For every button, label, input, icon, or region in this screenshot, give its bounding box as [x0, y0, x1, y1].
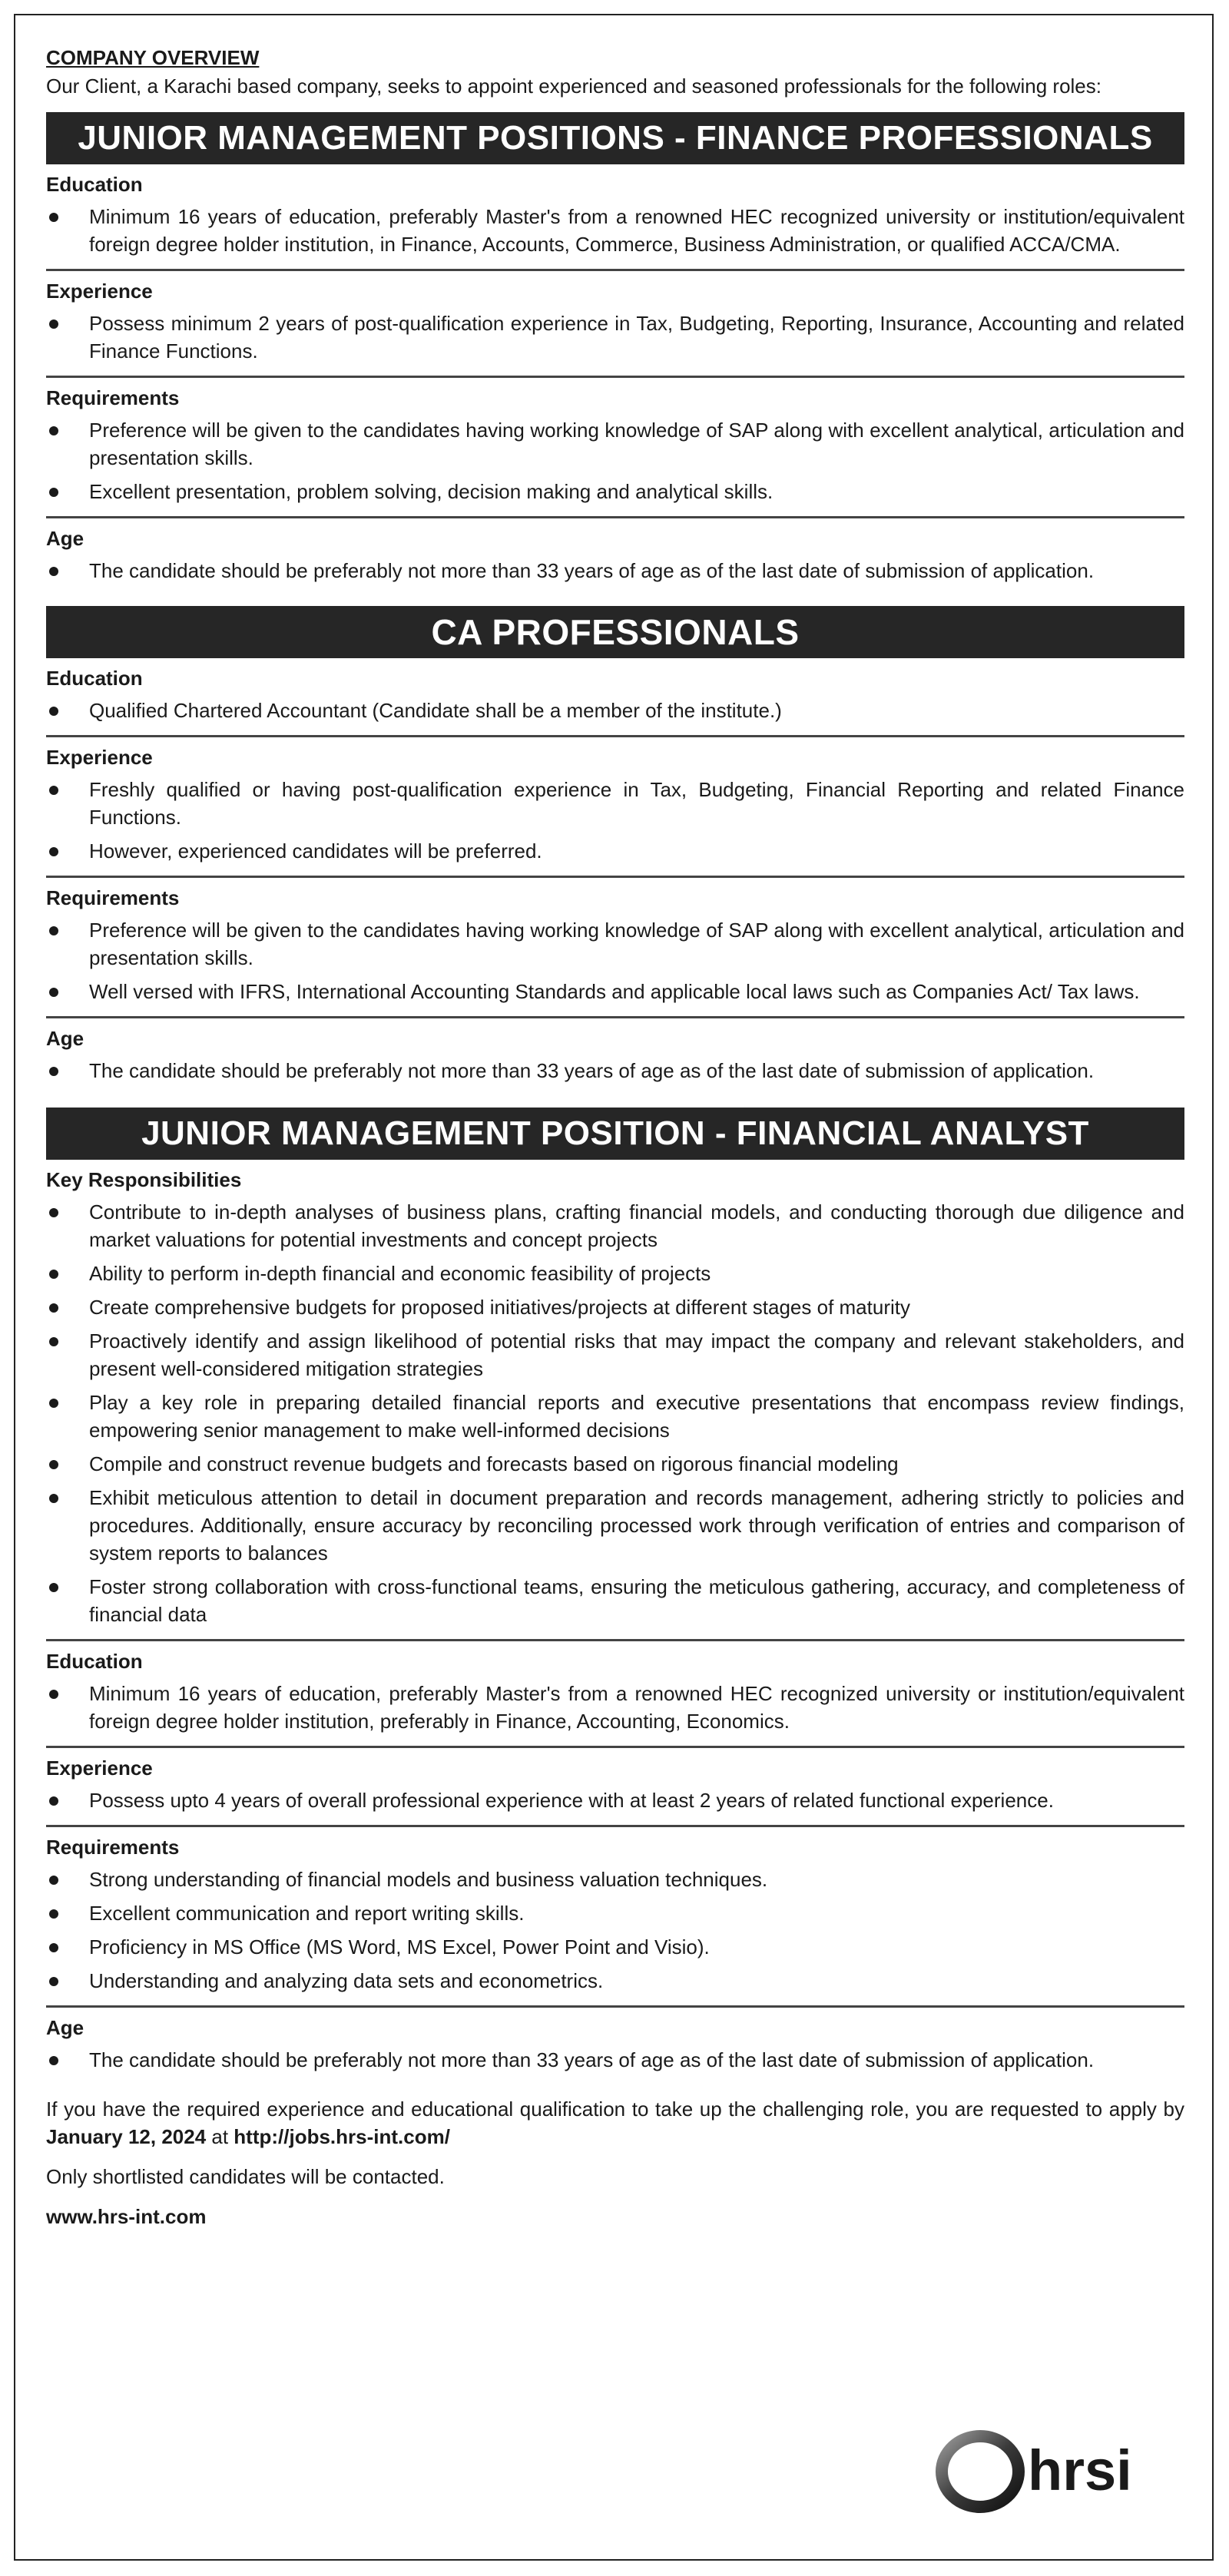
list-item-text: Foster strong collaboration with cross-functional teams, ensuring the meticulous gathering, accuracy, and completeness of financial data	[89, 1575, 1184, 1626]
bullet-icon	[49, 1460, 58, 1469]
list-item-text: Excellent communication and report writing skills.	[89, 1902, 525, 1925]
list-item	[46, 557, 1184, 584]
list-item	[46, 1484, 1184, 1567]
section-requirements	[46, 378, 1184, 518]
logo-text: hrsi	[1028, 2439, 1132, 2502]
list-item	[46, 1573, 1184, 1628]
bullet-icon	[49, 1494, 58, 1503]
section-title: Education	[46, 173, 143, 196]
list-item	[46, 416, 1184, 472]
list-item-text: Proficiency in MS Office (MS Word, MS Excel, Power Point and Visio).	[89, 1935, 710, 1958]
list-item-text: Well versed with IFRS, International Accounting Standards and applicable local laws such as Companies Act/ Tax laws.	[89, 980, 1140, 1003]
bullet-icon	[49, 213, 58, 222]
list-item	[46, 1967, 1184, 1995]
hrsi-logo	[933, 2425, 1186, 2518]
list-item	[46, 1680, 1184, 1735]
shortlist-note: Only shortlisted candidates will be contacted.	[46, 2165, 445, 2188]
bullet-icon	[49, 1208, 58, 1217]
list-item-text: Ability to perform in-depth financial and economic feasibility of projects	[89, 1262, 711, 1285]
list-item-text: Play a key role in preparing detailed financial reports and executive presentations that encompass review findings, empowering senior management to make well-informed decisions	[89, 1391, 1184, 1442]
apply-link[interactable]: http://jobs.hrs-int.com/	[234, 2125, 450, 2148]
bullet-icon	[49, 1909, 58, 1919]
list-item	[46, 203, 1184, 258]
bullet-icon	[49, 1067, 58, 1076]
list-item	[46, 1260, 1184, 1287]
bullet-icon	[49, 786, 58, 795]
list-item-text: Qualified Chartered Accountant (Candidate shall be a member of the institute.)	[89, 699, 782, 722]
bullet-list	[46, 916, 1184, 1005]
list-item-text: Contribute to in-depth analyses of business plans, crafting financial models, and conducting thorough due diligence and market valuations for potential investments and concept projects	[89, 1200, 1184, 1251]
list-item-text: Exhibit meticulous attention to detail in document preparation and records management, adhering strictly to policies and procedures. Additionally, ensure accuracy by reconciling processed work through verification of entries and comparison of system reports to balances	[89, 1486, 1184, 1564]
section-title: Education	[46, 667, 143, 690]
section-title: Key Responsibilities	[46, 1168, 242, 1191]
list-item	[46, 1786, 1184, 1814]
list-item	[46, 1198, 1184, 1253]
list-item-text: Possess minimum 2 years of post-qualification experience in Tax, Budgeting, Reporting, Insurance, Accounting and related Finance Functions.	[89, 312, 1184, 363]
bullet-icon	[49, 1690, 58, 1699]
apply-instructions	[46, 2095, 1184, 2151]
section-title: Age	[46, 1027, 84, 1050]
bullet-list	[46, 2046, 1184, 2074]
list-item-text: The candidate should be preferably not more than 33 years of age as of the last date of submission of application.	[89, 559, 1095, 582]
bullet-list	[46, 1786, 1184, 1814]
section-title: Education	[46, 1650, 143, 1673]
list-item	[46, 1327, 1184, 1382]
section-age	[46, 518, 1184, 595]
list-item	[46, 1899, 1184, 1927]
bullet-list	[46, 310, 1184, 365]
section-title: Requirements	[46, 386, 180, 409]
position-banner: JUNIOR MANAGEMENT POSITIONS - FINANCE PROFESSIONALS	[46, 112, 1184, 164]
bullet-icon	[49, 1943, 58, 1952]
bullet-list	[46, 557, 1184, 584]
position-banner: CA PROFESSIONALS	[46, 606, 1184, 658]
bullet-icon	[49, 426, 58, 435]
job-advertisement	[14, 14, 1214, 2561]
bullet-icon	[49, 488, 58, 497]
list-item-text: Minimum 16 years of education, preferably Master's from a renowned HEC recognized university or institution/equivalent foreign degree holder institution, preferably in Finance, Accounting, Economics.	[89, 1682, 1184, 1733]
bullet-list	[46, 203, 1184, 258]
list-item-text: Understanding and analyzing data sets and econometrics.	[89, 1969, 604, 1992]
list-item	[46, 1293, 1184, 1321]
section-title: Age	[46, 527, 84, 550]
list-item-text: Minimum 16 years of education, preferably Master's from a renowned HEC recognized university or institution/equivalent foreign degree holder institution, in Finance, Accounts, Commerce, Business Administration, or qualified ACCA/CMA.	[89, 205, 1184, 256]
section-title: Experience	[46, 1757, 153, 1780]
section-experience	[46, 271, 1184, 378]
bullet-list	[46, 1866, 1184, 1995]
list-item	[46, 2046, 1184, 2074]
list-item	[46, 1933, 1184, 1961]
bullet-icon	[49, 1270, 58, 1279]
bullet-icon	[49, 1583, 58, 1592]
positions	[46, 112, 1184, 2084]
section-education	[46, 1641, 1184, 1748]
list-item-text: Proactively identify and assign likelihood of potential risks that may impact the company and relevant stakeholders, and present well-considered mitigation strategies	[89, 1329, 1184, 1380]
bullet-icon	[49, 1399, 58, 1408]
section-title: Requirements	[46, 886, 180, 909]
list-item-text: Preference will be given to the candidates having working knowledge of SAP along with excellent analytical, articulation and presentation skills.	[89, 919, 1184, 969]
list-item	[46, 697, 1184, 724]
bullet-list	[46, 1198, 1184, 1628]
apply-text: If you have the required experience and educational qualification to take up the challenging role, you are requested to apply by	[46, 2098, 1184, 2121]
bullet-icon	[49, 847, 58, 856]
bullet-icon	[49, 1796, 58, 1806]
section-experience	[46, 1748, 1184, 1827]
website-link[interactable]: www.hrs-int.com	[46, 2205, 207, 2228]
bullet-list	[46, 416, 1184, 505]
section-title: Experience	[46, 746, 153, 769]
bullet-list	[46, 697, 1184, 724]
list-item-text: The candidate should be preferably not more than 33 years of age as of the last date of submission of application.	[89, 1059, 1095, 1082]
bullet-icon	[49, 567, 58, 576]
section-experience	[46, 737, 1184, 878]
section-education	[46, 658, 1184, 737]
bullet-list	[46, 1057, 1184, 1084]
bullet-icon	[49, 1977, 58, 1986]
section-title: Experience	[46, 280, 153, 303]
list-item-text: Preference will be given to the candidates having working knowledge of SAP along with excellent analytical, articulation and presentation skills.	[89, 419, 1184, 469]
list-item-text: Excellent presentation, problem solving, decision making and analytical skills.	[89, 480, 774, 503]
section-requirements	[46, 878, 1184, 1018]
list-item	[46, 1866, 1184, 1893]
bullet-list	[46, 1680, 1184, 1735]
bullet-icon	[49, 320, 58, 329]
bullet-icon	[49, 707, 58, 716]
list-item	[46, 1057, 1184, 1084]
list-item-text: Create comprehensive budgets for proposed initiatives/projects at different stages of maturity	[89, 1296, 910, 1319]
list-item	[46, 1450, 1184, 1478]
bullet-icon	[49, 988, 58, 997]
list-item	[46, 978, 1184, 1005]
list-item	[46, 916, 1184, 972]
list-item	[46, 1389, 1184, 1444]
list-item-text: However, experienced candidates will be preferred.	[89, 839, 542, 863]
overview-title: COMPANY OVERVIEW	[46, 46, 260, 69]
list-item	[46, 776, 1184, 831]
section-age	[46, 2008, 1184, 2084]
list-item	[46, 837, 1184, 865]
overview-text: Our Client, a Karachi based company, seeks to appoint experienced and seasoned professionals for the following roles:	[46, 74, 1101, 98]
ad-content	[46, 45, 1184, 2230]
section-requirements	[46, 1827, 1184, 2008]
list-item-text: Freshly qualified or having post-qualification experience in Tax, Budgeting, Financial Reporting and related Finance Functions.	[89, 778, 1184, 829]
bullet-icon	[49, 1337, 58, 1346]
section-title: Requirements	[46, 1836, 180, 1859]
list-item	[46, 478, 1184, 505]
list-item-text: Compile and construct revenue budgets and forecasts based on rigorous financial modeling	[89, 1452, 899, 1475]
deadline-date: January 12, 2024	[46, 2125, 207, 2148]
bullet-icon	[49, 1303, 58, 1313]
position-banner: JUNIOR MANAGEMENT POSITION - FINANCIAL ANALYST	[46, 1108, 1184, 1160]
section-age	[46, 1018, 1184, 1095]
bullet-list	[46, 776, 1184, 865]
list-item-text: The candidate should be preferably not more than 33 years of age as of the last date of submission of application.	[89, 2048, 1095, 2071]
apply-at: at	[206, 2125, 234, 2148]
list-item-text: Strong understanding of financial models and business valuation techniques.	[89, 1868, 768, 1891]
bullet-icon	[49, 2056, 58, 2065]
section-key-responsibilities	[46, 1160, 1184, 1641]
bullet-icon	[49, 1876, 58, 1885]
list-item	[46, 310, 1184, 365]
bullet-icon	[49, 926, 58, 935]
section-education	[46, 164, 1184, 271]
list-item-text: Possess upto 4 years of overall professional experience with at least 2 years of related functional experience.	[89, 1789, 1054, 1812]
section-title: Age	[46, 2016, 84, 2039]
